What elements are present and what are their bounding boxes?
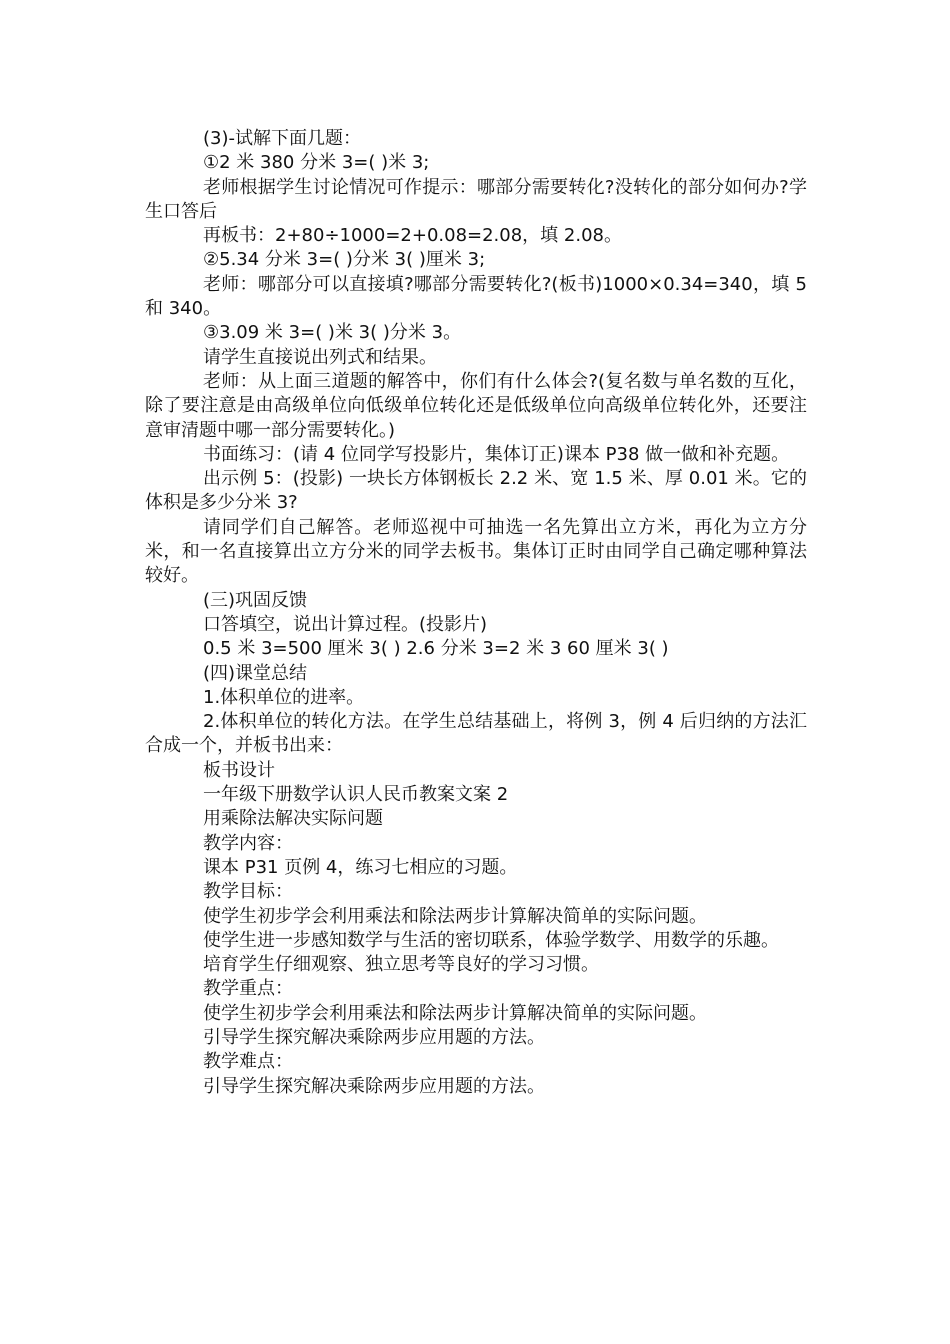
paragraph-30: 引导学生探究解决乘除两步应用题的方法。	[203, 1026, 545, 1048]
paragraph-31: 教学难点：	[203, 1051, 293, 1073]
paragraph-6: 老师：哪部分可以直接填?哪部分需要转化?(板书)1000×0.34=340，填 5 和 340。	[145, 273, 807, 320]
paragraph-16: (四)课堂总结	[203, 662, 308, 684]
paragraph-23: 课本 P31 页例 4，练习七相应的习题。	[203, 856, 518, 878]
paragraph-17: 1.体积单位的进率。	[203, 686, 365, 708]
paragraph-7: ③3.09 米 3=( )米 3( )分米 3。	[203, 322, 462, 344]
document-body	[145, 127, 807, 1099]
paragraph-24: 教学目标：	[203, 881, 293, 903]
paragraph-12: 请同学们自己解答。老师巡视中可抽选一名先算出立方米，再化为立方分米，和一名直接算出立方分米的同学去板书。集体订正时由同学自己确定哪种算法较好。	[145, 516, 807, 587]
paragraph-10: 书面练习：(请 4 位同学写投影片，集体订正)课本 P38 做一做和补充题。	[203, 443, 790, 465]
paragraph-9: 老师：从上面三道题的解答中，你们有什么体会?(复名数与单名数的互化，除了要注意是由高级单位向低级单位转化还是低级单位向高级单位转化外，还要注意审清题中哪一部分需要转化。)	[145, 370, 807, 441]
paragraph-21: 用乘除法解决实际问题	[203, 808, 383, 830]
paragraph-1: (3)-试解下面几题：	[203, 128, 361, 149]
paragraph-5: ②5.34 分米 3=( )分米 3( )厘米 3;	[203, 249, 486, 271]
paragraph-8: 请学生直接说出列式和结果。	[203, 346, 437, 368]
paragraph-22: 教学内容：	[203, 832, 293, 854]
paragraph-26: 使学生进一步感知数学与生活的密切联系，体验学数学、用数学的乐趣。	[203, 929, 779, 951]
paragraph-13: (三)巩固反馈	[203, 589, 308, 611]
paragraph-28: 教学重点：	[203, 978, 293, 1000]
paragraph-25: 使学生初步学会利用乘法和除法两步计算解决简单的实际问题。	[203, 905, 707, 927]
paragraph-29: 使学生初步学会利用乘法和除法两步计算解决简单的实际问题。	[203, 1002, 707, 1024]
paragraph-19: 板书设计	[203, 759, 275, 781]
paragraph-2: ①2 米 380 分米 3=( )米 3;	[203, 152, 430, 174]
paragraph-3: 老师根据学生讨论情况可作提示：哪部分需要转化?没转化的部分如何办?学生口答后	[145, 176, 807, 222]
paragraph-32: 引导学生探究解决乘除两步应用题的方法。	[203, 1075, 545, 1097]
paragraph-4: 再板书：2+80÷1000=2+0.08=2.08，填 2.08。	[203, 225, 622, 247]
paragraph-27: 培育学生仔细观察、独立思考等良好的学习习惯。	[203, 954, 599, 976]
paragraph-18: 2.体积单位的转化方法。在学生总结基础上，将例 3，例 4 后归纳的方法汇合成一个，并板书出来：	[145, 711, 807, 757]
paragraph-15: 0.5 米 3=500 厘米 3( ) 2.6 分米 3=2 米 3 60 厘米 3( )	[203, 638, 669, 660]
paragraph-11: 出示例 5：(投影) 一块长方体钢板长 2.2 米、宽 1.5 米、厚 0.01 米。它的体积是多少分米 3?	[145, 468, 807, 514]
paragraph-20: 一年级下册数学认识人民币教案文案 2	[203, 784, 509, 806]
paragraph-14: 口答填空，说出计算过程。(投影片)	[203, 613, 488, 635]
